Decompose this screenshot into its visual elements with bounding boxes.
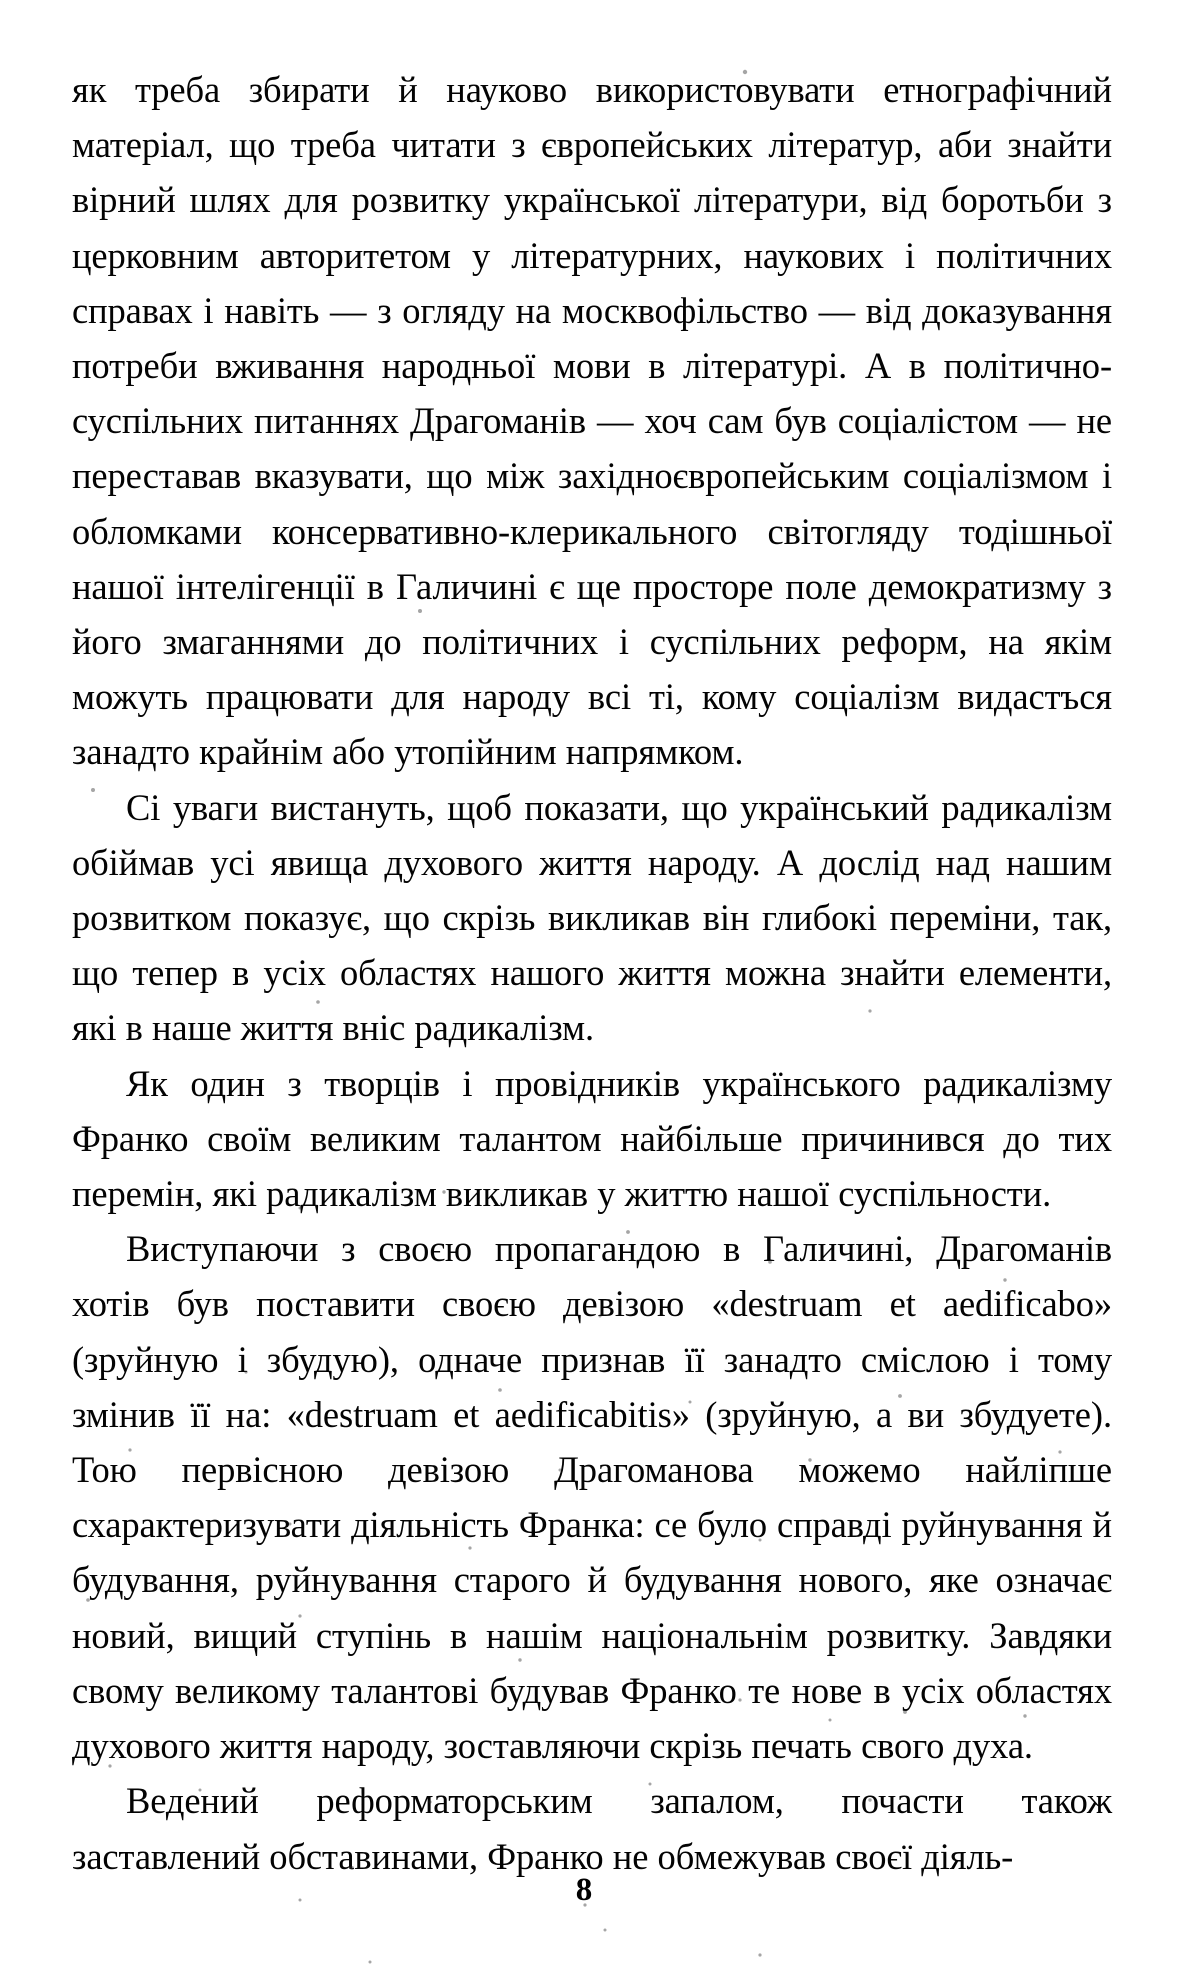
page-text-block xyxy=(72,62,1112,1908)
paragraph-4: Виступаючи з своєю пропагандою в Галичині, Драгоманів хотів був поставити своєю девізою «destruam et aedificabo» (зруйную і збудую), одначе признав її занадто сміслою і тому змінив її на: «destruam et aedificabitis» (зруйную, а ви збудуете). Тою первісною девізою Драгоманова можемо найліпше схарактеризувати діяльність Франка: се було справді руйнування й будування, руйнування старого й будування нового, яке означає новий, вищий ступінь в нашім національнім розвитку. Завдяки свому великому талантові будував Франко те нове в усіх областях духового життя народу, зоставляючи скрізь печать свого духа. xyxy=(72,1228,1112,1767)
paragraph-1: як треба збирати й науково використовувати етнографічний матеріал, що треба читати з європейських літератур, аби знайти вірний шлях для розвитку української літератури, від боротьби з церковним авторитетом у літературних, наукових і політичних справах і навіть — з огляду на москвофільство — від доказування потреби вживання народньої мови в літературі. А в політично-суспільних питаннях Драгоманів — хоч сам був соціалістом — не переставав вказувати, що між західноєвропейським соціалізмом і обломками консервативно-клерикального світогляду тодішньої нашої інтелігенції в Галичині є ще просторе поле демократизму з його змаганнями до політичних і суспільних реформ, на якім можуть працювати для народу всі ті, кому соціалізм видастъся занадто крайнім або утопійним напрямком. xyxy=(72,69,1112,773)
page-number-value: 8 xyxy=(575,1872,593,1908)
paragraph-3: Як один з творців і провідників українського радикалізму Франко своїм великим талантом найбільше причинився до тих перемін, які радикалізм викликав у життю нашої суспільности. xyxy=(72,1062,1112,1215)
paragraph-5: Ведений реформаторським запалом, почасти також заставлений обставинами, Франко не обмежував своєї діяль- xyxy=(72,1780,1112,1877)
paragraph-2: Сі уваги вистануть, щоб показати, що український радикалізм обіймав усі явища духового життя народу. А дослід над нашим розвитком показує, що скрізь викликав він глибокі переміни, так, що тепер в усіх областях нашого життя можна знайти елементи, які в наше життя вніс радикалізм. xyxy=(72,786,1112,1049)
page-number xyxy=(72,1872,1112,1909)
